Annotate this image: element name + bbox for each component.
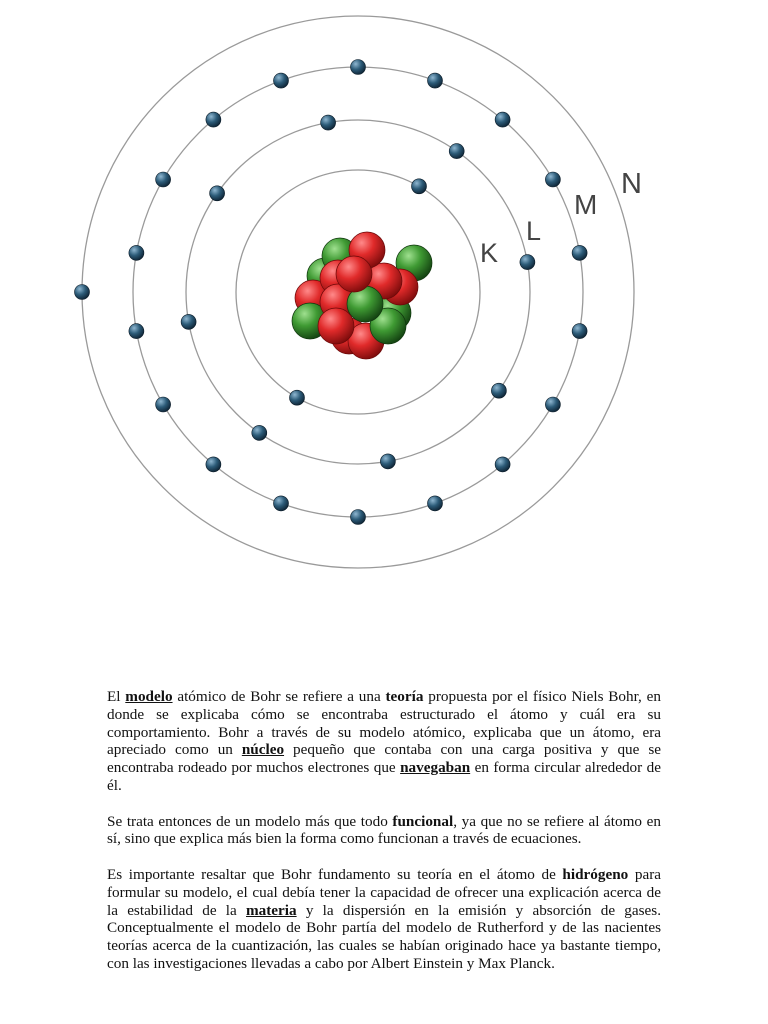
electron-l [449, 144, 464, 159]
link-materia[interactable]: materia [246, 901, 297, 919]
electron-m [545, 397, 560, 412]
shell-label-m: M [574, 189, 598, 220]
keyword-funcional: funcional [392, 812, 454, 830]
electron-m [274, 496, 289, 511]
electron-l [520, 255, 535, 270]
electron-l [181, 314, 196, 329]
electron-m [351, 510, 366, 525]
electron-l [210, 186, 225, 201]
keyword-teoria: teoría [385, 688, 424, 705]
electron-m [351, 60, 366, 75]
electron-n [75, 285, 90, 300]
paragraph-1: El modelo atómico de Bohr se refiere a una teoría propuesta por el físico Niels Bohr, en donde se explicaba cómo se encontraba estructurado el átomo y cuál era su comportamiento. Bohr a través de su modelo atómico, explicaba que un átomo, era apreciado como un núcleo pequeño que contaba con una carga positiva y que se encontraba rodeado por muchos electrones que navegaban en forma circular alrededor de él. [107, 688, 661, 794]
electron-m [495, 457, 510, 472]
electron-l [491, 383, 506, 398]
article-text [107, 688, 661, 973]
electron-m [274, 73, 289, 88]
paragraph-2: Se trata entonces de un modelo más que todo funcional, ya que no se refiere al átomo en sí, sino que explica más bien la forma como funcionan a través de ecuaciones. [107, 812, 661, 848]
shell-label-n: N [621, 168, 642, 200]
shell-label-l: L [526, 216, 542, 246]
electron-k [290, 390, 305, 405]
electron-m [545, 172, 560, 187]
electron-m [572, 324, 587, 339]
electron-m [206, 112, 221, 127]
electron-m [428, 73, 443, 88]
electron-m [129, 245, 144, 260]
link-navegaban[interactable]: navegaban [400, 759, 471, 777]
electron-m [206, 457, 221, 472]
proton [318, 308, 354, 344]
electron-m [428, 496, 443, 511]
keyword-hidrogeno: hidrógeno [562, 865, 629, 883]
electron-l [252, 425, 267, 440]
electron-m [156, 172, 171, 187]
proton [336, 256, 372, 292]
electron-l [380, 454, 395, 469]
link-nucleo[interactable]: núcleo [241, 741, 285, 759]
shell-labels [480, 168, 642, 268]
paragraph-3: Es importante resaltar que Bohr fundamento su teoría en el átomo de hidrógeno para formular su modelo, el cual debía tener la capacidad de ofrecer una explicación acerca de la estabilidad de la materia y la dispersión en la emisión y absorción de gases. Conceptualmente el modelo de Bohr partía del modelo de Rutherford y de las nacientes teorías acerca de la cuantización, las cuales se habían originado hace ya bastante tiempo, con las investigaciones llevadas a cabo por Albert Einstein y Max Planck. [107, 865, 661, 972]
shell-label-k: K [480, 238, 499, 268]
electron-m [572, 245, 587, 260]
electron-m [495, 112, 510, 127]
nucleus [292, 232, 432, 359]
electron-l [321, 115, 336, 130]
link-modelo[interactable]: modelo [125, 688, 173, 705]
electron-m [156, 397, 171, 412]
electron-k [412, 179, 427, 194]
electron-m [129, 324, 144, 339]
